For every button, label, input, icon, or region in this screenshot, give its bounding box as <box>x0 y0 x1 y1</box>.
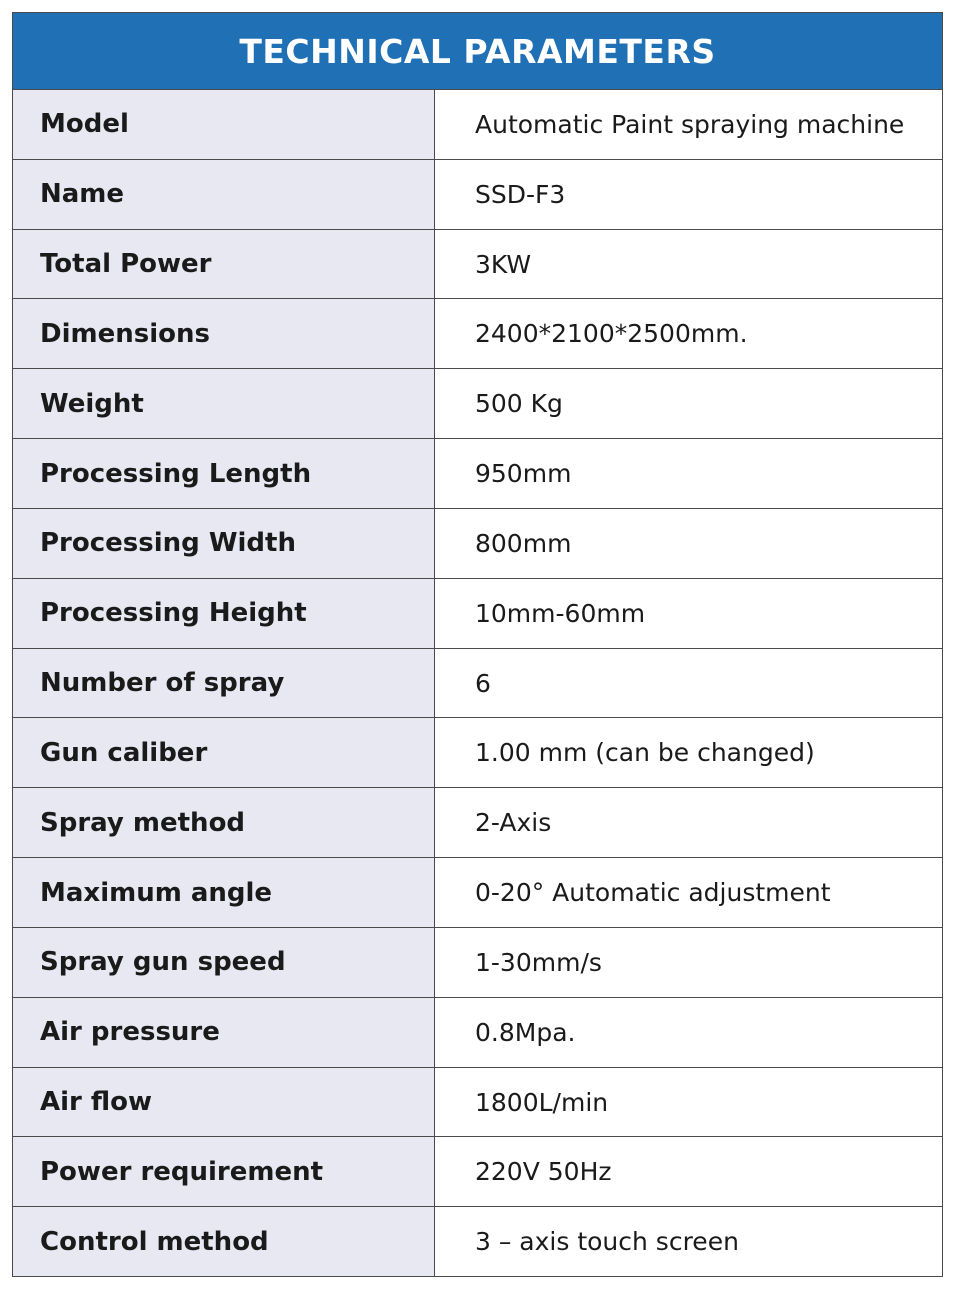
table-row <box>13 788 942 858</box>
row-value: 2400*2100*2500mm. <box>435 299 942 368</box>
table-body <box>13 90 942 1276</box>
row-label: Name <box>13 160 435 229</box>
row-value: 1.00 mm (can be changed) <box>435 718 942 787</box>
table-row <box>13 1207 942 1276</box>
table-row <box>13 579 942 649</box>
technical-parameters-table <box>12 12 943 1277</box>
row-value: 0-20° Automatic adjustment <box>435 858 942 927</box>
row-label: Model <box>13 90 435 159</box>
table-row <box>13 509 942 579</box>
row-label: Power requirement <box>13 1137 435 1206</box>
row-label: Control method <box>13 1207 435 1276</box>
row-value: 2-Axis <box>435 788 942 857</box>
row-label: Spray gun speed <box>13 928 435 997</box>
row-label: Gun caliber <box>13 718 435 787</box>
table-row <box>13 230 942 300</box>
row-value: 3 – axis touch screen <box>435 1207 942 1276</box>
row-value: 500 Kg <box>435 369 942 438</box>
row-label: Weight <box>13 369 435 438</box>
table-row <box>13 928 942 998</box>
row-label: Dimensions <box>13 299 435 368</box>
row-value: 950mm <box>435 439 942 508</box>
table-row <box>13 718 942 788</box>
row-label: Processing Length <box>13 439 435 508</box>
row-label: Total Power <box>13 230 435 299</box>
row-value: 1-30mm/s <box>435 928 942 997</box>
row-value: 6 <box>435 649 942 718</box>
row-label: Air flow <box>13 1068 435 1137</box>
row-label: Air pressure <box>13 998 435 1067</box>
row-label: Processing Height <box>13 579 435 648</box>
table-row <box>13 369 942 439</box>
table-row <box>13 439 942 509</box>
row-value: 220V 50Hz <box>435 1137 942 1206</box>
row-value: 0.8Mpa. <box>435 998 942 1067</box>
row-value: 1800L/min <box>435 1068 942 1137</box>
row-label: Number of spray <box>13 649 435 718</box>
row-value: SSD-F3 <box>435 160 942 229</box>
row-label: Maximum angle <box>13 858 435 927</box>
row-value: 800mm <box>435 509 942 578</box>
table-row <box>13 649 942 719</box>
row-value: Automatic Paint spraying machine <box>435 90 942 159</box>
row-label: Spray method <box>13 788 435 857</box>
table-row <box>13 90 942 160</box>
table-row <box>13 299 942 369</box>
table-row <box>13 998 942 1068</box>
row-value: 3KW <box>435 230 942 299</box>
table-row <box>13 1068 942 1138</box>
table-row <box>13 160 942 230</box>
table-row <box>13 1137 942 1207</box>
row-value: 10mm-60mm <box>435 579 942 648</box>
table-row <box>13 858 942 928</box>
table-title: TECHNICAL PARAMETERS <box>13 13 942 90</box>
row-label: Processing Width <box>13 509 435 578</box>
